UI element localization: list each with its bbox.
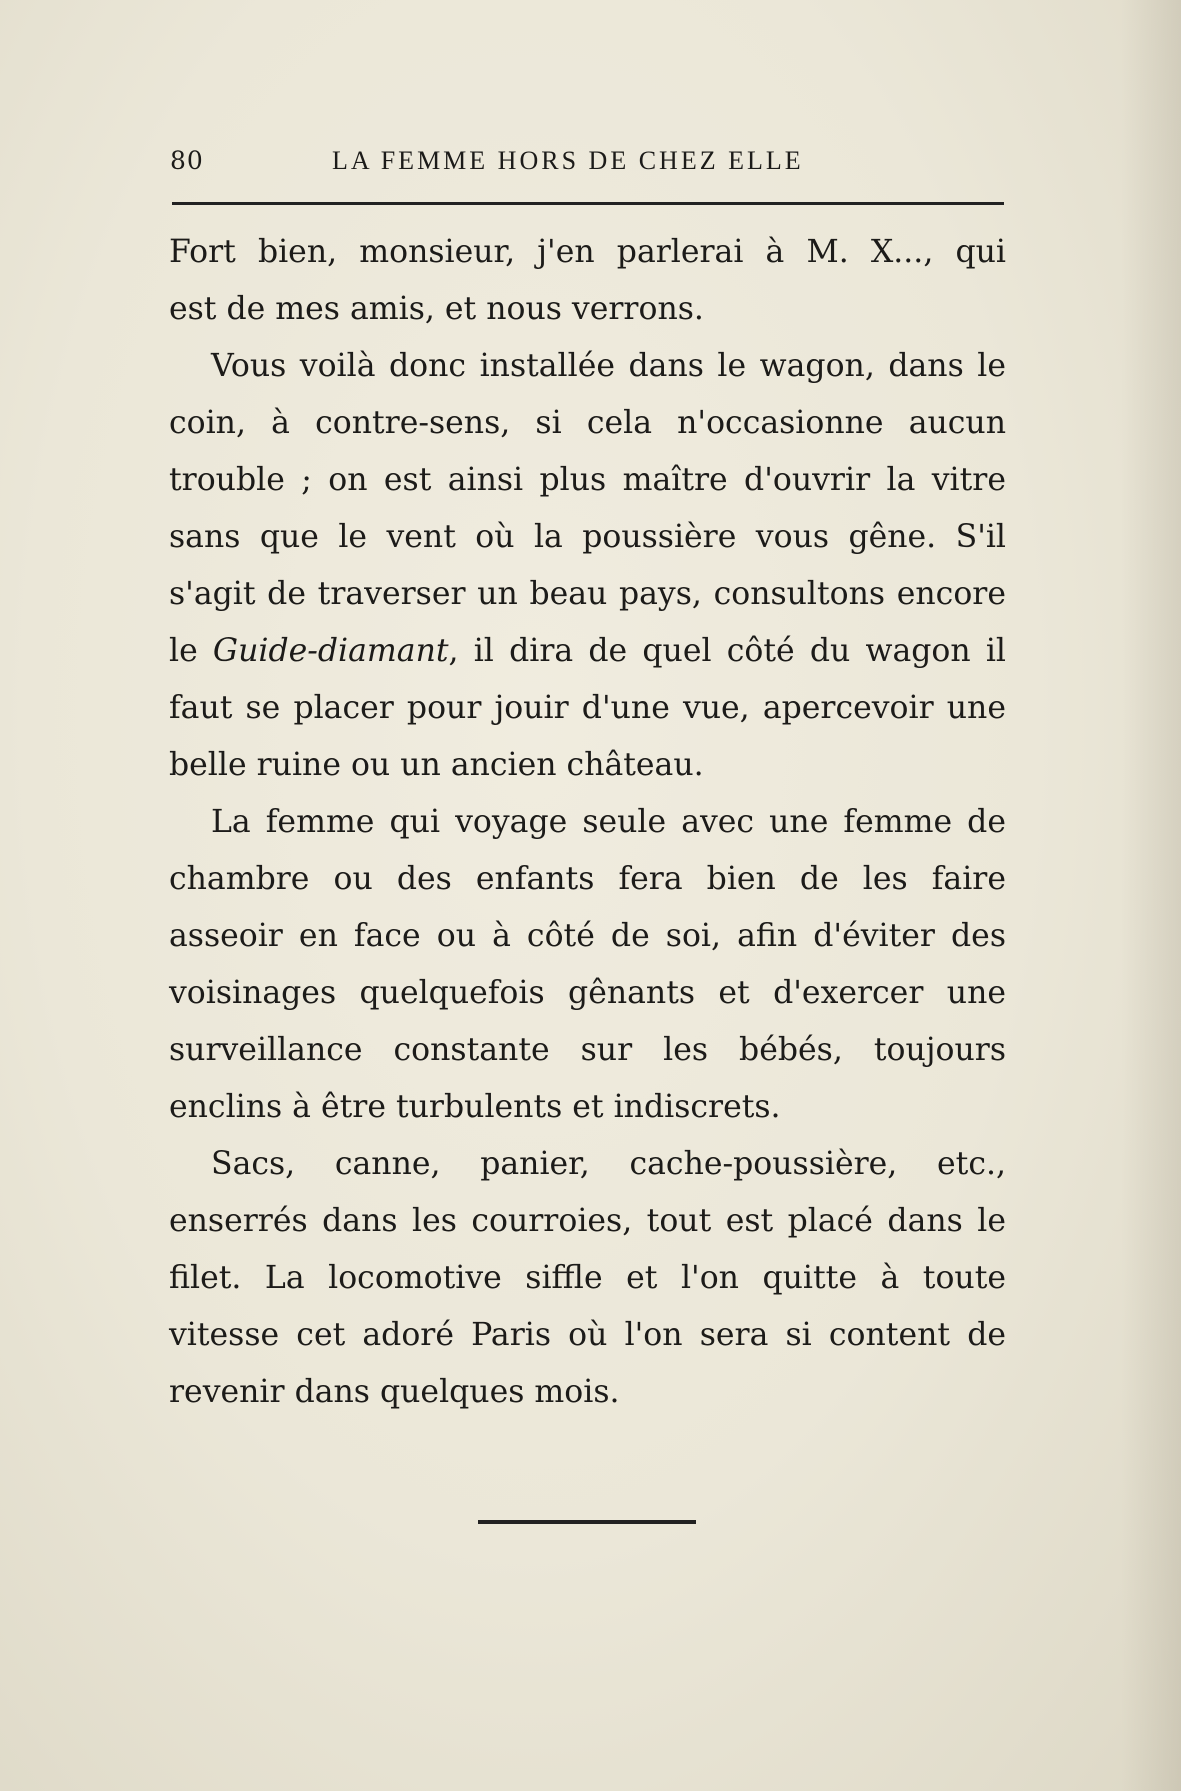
section-end-rule bbox=[478, 1520, 696, 1524]
paragraph-text: Vous voilà donc installée dans le wagon, dans le coin, à contre-sens, si cela n'occasionne aucun trouble ; on est ainsi plus maître d'ouvrir la vitre sans que le vent où la poussière vous gêne. S'il s'agit de traverser un beau pays, consultons encore le bbox=[169, 348, 1006, 669]
page-header bbox=[170, 140, 1006, 184]
paragraph bbox=[169, 338, 1006, 794]
paragraph-continuation bbox=[169, 224, 1006, 281]
body-text bbox=[169, 224, 1006, 1421]
paragraph-text: , il dira de quel côté du wagon il faut se placer pour jouir d'une vue, apercevoir une belle ruine ou un ancien château. bbox=[169, 633, 1006, 783]
paragraph-continuation-end bbox=[169, 281, 1006, 338]
paragraph-line: Fort bien, monsieur, j'en parlerai à M. X..., qui bbox=[169, 234, 1006, 270]
page-number: 80 bbox=[170, 146, 204, 175]
header-rule bbox=[172, 202, 1004, 205]
paragraph-line: est de mes amis, et nous verrons. bbox=[169, 291, 704, 327]
paragraph: La femme qui voyage seule avec une femme de chambre ou des enfants fera bien de les faire asseoir en face ou à côté de soi, afin d'éviter des voisinages quelquefois gênants et d'exercer une surveillance constante sur les bébés, toujours enclins à être turbulents et indiscrets. bbox=[169, 804, 1006, 1125]
running-title: LA FEMME HORS DE CHEZ ELLE bbox=[332, 146, 804, 175]
italic-title: Guide-diamant bbox=[212, 633, 449, 669]
paragraph: Sacs, canne, panier, cache-poussière, etc., enserrés dans les courroies, tout est placé dans le filet. La locomotive siffle et l'on quitte à toute vitesse cet adoré Paris où l'on sera si content de revenir dans quelques mois. bbox=[169, 1146, 1006, 1410]
